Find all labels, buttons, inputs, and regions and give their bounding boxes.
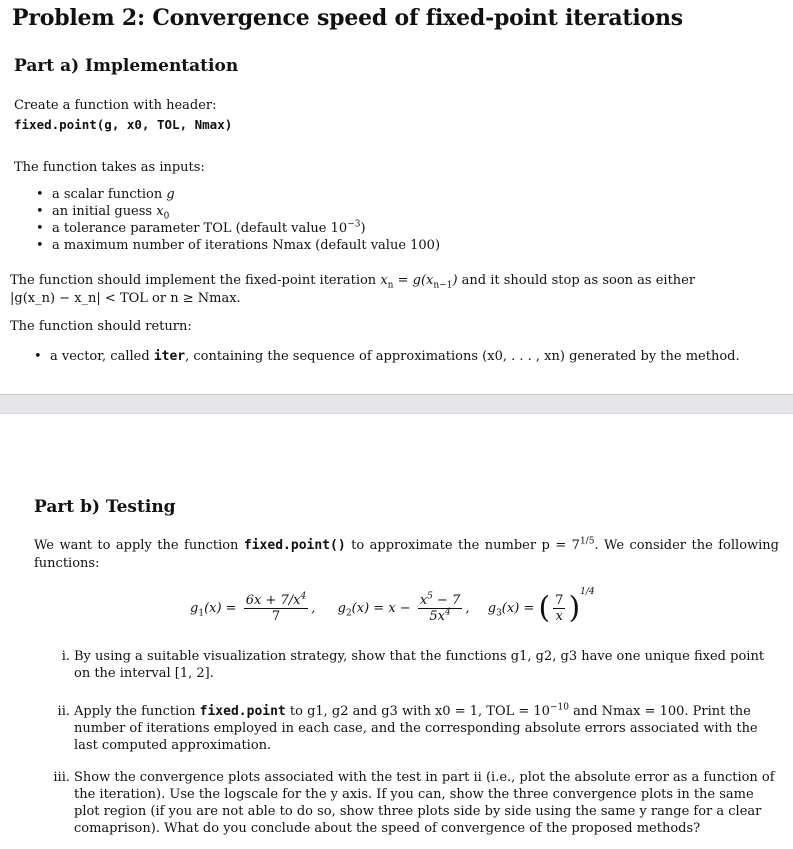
list-item: iii. Show the convergence plots associated with the test in part ii (i.e., plot the absolute error as a function of the iteration). Use the logscale for the y axis. If you can, show the three convergence plots in the same plot region (if you are not able to do so, show three plots side by side using the same y range for a clear comaprison). What do you conclude about the speed of convergence of the proposed methods? bbox=[53, 770, 775, 836]
inputs-intro: The function takes as inputs: bbox=[14, 160, 205, 175]
part-b-heading: Part b) Testing bbox=[34, 497, 176, 517]
list-item: • a maximum number of iterations Nmax (default value 100) bbox=[32, 237, 440, 254]
g2-definition: $g_2(x) = x$ − $\frac{x^5 - 7}{5x^4}$ , bbox=[337, 591, 474, 624]
list-item: • an initial guess $x_0$ bbox=[32, 203, 440, 220]
list-item: i. By using a suitable visualization strategy, show that the functions g1, g2, g3 have one unique fixed point on the interval [1, 2]. bbox=[61, 649, 765, 681]
page-divider bbox=[0, 394, 793, 414]
function-header-code: fixed.point(g, x0, TOL, Nmax) bbox=[14, 117, 233, 132]
g1-definition: $g_1(x)$ = $\frac{6x + 7/x^4}{7}$ , bbox=[190, 591, 320, 624]
stop-condition: |g(x_n) − x_n| < TOL or n ≥ Nmax. bbox=[10, 291, 241, 306]
page-title: Problem 2: Convergence speed of fixed-point iterations bbox=[12, 5, 683, 31]
list-item: • a tolerance parameter TOL (default value $10^{-3}$) bbox=[32, 220, 440, 237]
list-item: ii. Apply the function fixed.point to g1, g2 and g3 with x0 = 1, TOL = $10^{-10}$ and Nmax = 100. Print the number of iterations employed in each case, and the corresponding absolute errors associated with the last computed approximation. bbox=[57, 702, 758, 753]
return-intro: The function should return: bbox=[10, 319, 192, 334]
part-a-intro: Create a function with header: bbox=[14, 98, 217, 113]
part-b-intro: We want to apply the function fixed.point() to approximate the number $p = 7^{1/5}$. We consider the following functions: bbox=[34, 536, 779, 571]
list-item: • a vector, called iter, containing the sequence of approximations (x0, . . . , xn) generated by the method. bbox=[30, 348, 780, 365]
g3-definition: $g_3(x)$ = ( $\frac{7}{x}$ )$^{1/4}$ bbox=[487, 587, 595, 626]
inputs-list bbox=[32, 186, 440, 254]
return-list bbox=[30, 348, 780, 365]
implement-text: The function should implement the fixed-point iteration $x_n = g(x_{n-1})$ and it should stop as soon as either bbox=[10, 273, 696, 291]
part-a-heading: Part a) Implementation bbox=[14, 56, 239, 76]
function-definitions bbox=[190, 587, 595, 626]
list-item: • a scalar function g bbox=[32, 186, 440, 203]
